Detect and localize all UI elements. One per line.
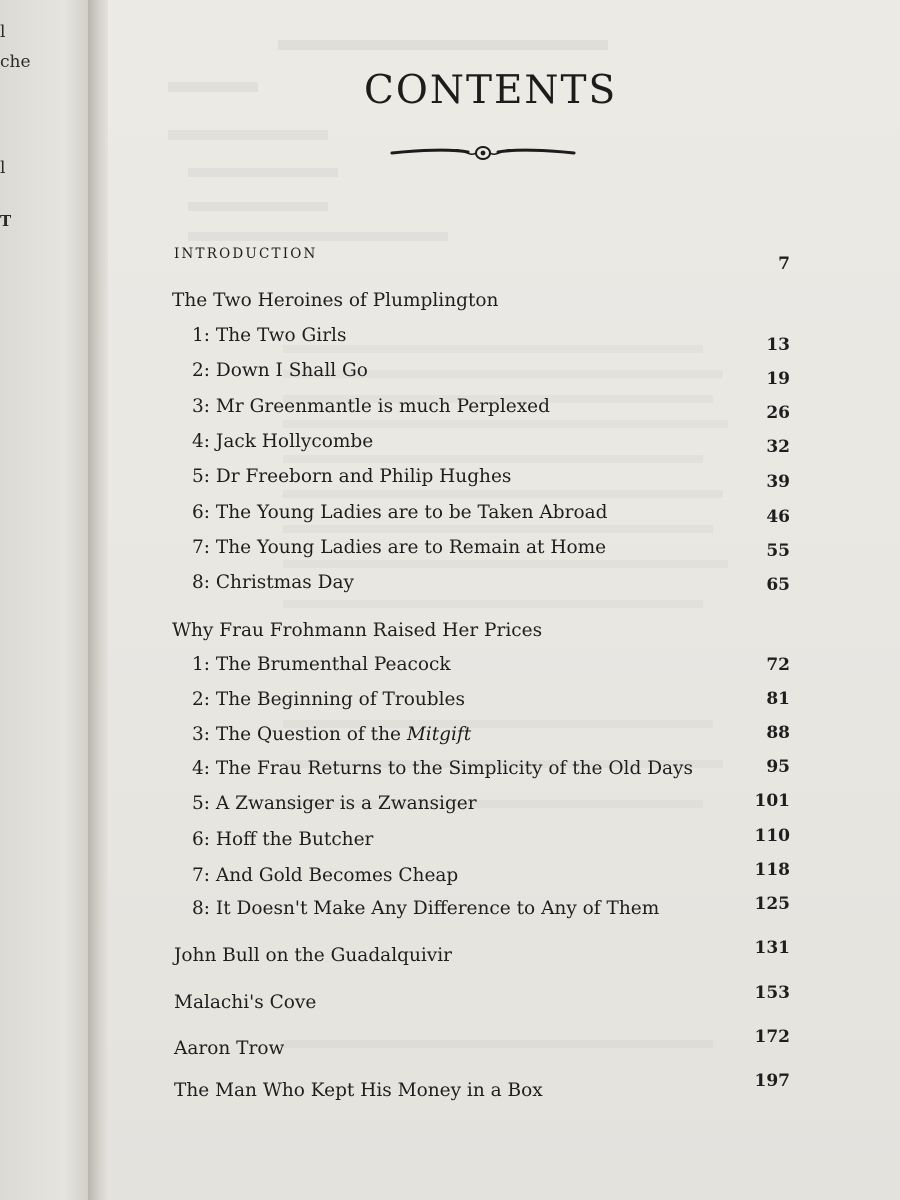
facing-page-fragment: T <box>0 212 12 230</box>
chapter-title: It Doesn't Make Any Difference to Any of Them <box>215 898 660 919</box>
chapter-entry <box>192 654 451 675</box>
chapter-title: The Beginning of Troubles <box>215 689 465 710</box>
introduction-page-number: 7 <box>778 254 790 274</box>
chapter-entry <box>192 689 465 710</box>
chapter-title: A Zwansiger is a Zwansiger <box>215 793 477 814</box>
chapter-title: Dr Freeborn and Philip Hughes <box>215 466 512 487</box>
chapter-page-number: 26 <box>766 403 790 423</box>
chapter-entry <box>192 431 373 452</box>
chapter-page-number: 46 <box>766 507 790 527</box>
scroll-ornament-icon <box>390 140 576 166</box>
story-page-number: 197 <box>754 1071 790 1091</box>
chapter-title: Down I Shall Go <box>215 360 368 381</box>
chapter-title: Jack Hollycombe <box>215 431 374 452</box>
chapter-title: The Frau Returns to the Simplicity of the Old Days <box>215 758 693 779</box>
page-title: CONTENTS <box>364 68 618 113</box>
chapter-page-number: 39 <box>766 472 790 492</box>
chapter-number: 4: <box>192 758 211 779</box>
story-page-number: 131 <box>754 938 790 958</box>
chapter-title: And Gold Becomes Cheap <box>215 865 459 886</box>
chapter-entry <box>192 466 511 487</box>
chapter-entry <box>192 898 659 919</box>
chapter-page-number: 101 <box>754 791 790 811</box>
story-title: John Bull on the Guadalquivir <box>174 945 452 966</box>
chapter-entry <box>192 793 477 814</box>
chapter-number: 8: <box>192 572 211 593</box>
chapter-page-number: 88 <box>766 723 790 743</box>
chapter-entry <box>192 829 373 850</box>
chapter-entry <box>192 758 693 779</box>
chapter-number: 2: <box>192 689 211 710</box>
introduction-label: INTRODUCTION <box>174 246 318 262</box>
story-title: Why Frau Frohmann Raised Her Prices <box>172 620 543 641</box>
chapter-page-number: 32 <box>766 437 790 457</box>
chapter-title: Hoff the Butcher <box>215 829 374 850</box>
chapter-entry <box>192 325 346 346</box>
story-page-number: 172 <box>754 1027 790 1047</box>
story-page-number: 153 <box>754 983 790 1003</box>
chapter-page-number: 13 <box>766 335 790 355</box>
chapter-title: The Brumenthal Peacock <box>215 654 451 675</box>
book-gutter <box>88 0 110 1200</box>
chapter-entry <box>192 360 368 381</box>
chapter-entry <box>192 865 458 886</box>
chapter-number: 1: <box>192 654 211 675</box>
chapter-entry <box>192 537 606 558</box>
chapter-page-number: 19 <box>766 369 790 389</box>
chapter-page-number: 55 <box>766 541 790 561</box>
chapter-page-number: 72 <box>766 655 790 675</box>
facing-page-fragment: l <box>0 22 6 42</box>
chapter-number: 7: <box>192 865 211 886</box>
chapter-entry <box>192 724 471 745</box>
chapter-entry <box>192 572 354 593</box>
chapter-number: 6: <box>192 502 211 523</box>
chapter-page-number: 110 <box>754 826 790 846</box>
chapter-title: The Question of the <box>215 724 401 745</box>
story-title: The Man Who Kept His Money in a Box <box>174 1080 543 1101</box>
chapter-number: 4: <box>192 431 211 452</box>
chapter-number: 5: <box>192 793 211 814</box>
chapter-page-number: 81 <box>766 689 790 709</box>
chapter-entry <box>192 502 607 523</box>
story-title: Malachi's Cove <box>174 992 317 1013</box>
facing-page-fragment: che <box>0 52 31 72</box>
chapter-title: The Young Ladies are to Remain at Home <box>215 537 607 558</box>
chapter-title: The Two Girls <box>215 325 347 346</box>
chapter-page-number: 125 <box>754 894 790 914</box>
chapter-title: Christmas Day <box>215 572 354 593</box>
chapter-page-number: 65 <box>766 575 790 595</box>
contents-page <box>108 0 900 1200</box>
chapter-number: 5: <box>192 466 211 487</box>
story-title: Aaron Trow <box>174 1038 285 1059</box>
chapter-number: 1: <box>192 325 211 346</box>
chapter-page-number: 95 <box>766 757 790 777</box>
chapter-number: 7: <box>192 537 211 558</box>
chapter-number: 3: <box>192 396 211 417</box>
chapter-title-italic: Mitgift <box>406 724 472 745</box>
chapter-title: Mr Greenmantle is much Perplexed <box>215 396 550 417</box>
chapter-page-number: 118 <box>754 860 790 880</box>
facing-page-fragment: l <box>0 158 6 178</box>
story-title: The Two Heroines of Plumplington <box>172 290 499 311</box>
chapter-number: 3: <box>192 724 211 745</box>
chapter-title: The Young Ladies are to be Taken Abroad <box>215 502 608 523</box>
facing-page <box>0 0 92 1200</box>
chapter-entry <box>192 396 550 417</box>
chapter-number: 6: <box>192 829 211 850</box>
chapter-number: 2: <box>192 360 211 381</box>
chapter-number: 8: <box>192 898 211 919</box>
